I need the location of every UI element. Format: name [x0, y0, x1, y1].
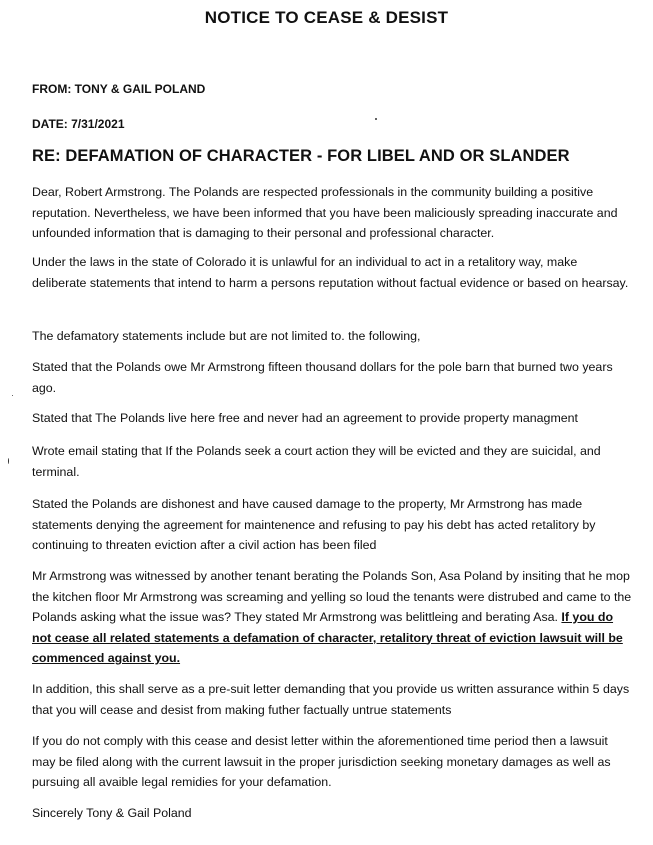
paragraph-email-eviction: Wrote email stating that If the Polands seek a court action they will be evicted and they are suicidal, and terminal.	[32, 444, 601, 479]
document-title: NOTICE TO CEASE & DESIST	[204, 8, 449, 27]
date-line: DATE: 7/31/2021	[32, 117, 125, 131]
scan-speck	[375, 118, 377, 120]
paragraph-pre-suit-letter: In addition, this shall serve as a pre-suit letter demanding that you provide us written assurance within 5 days that you will cease and desist from making futher factually untrue statements	[32, 682, 630, 717]
paragraph-statements-intro: The defamatory statements include but are not limited to. the following,	[32, 329, 421, 343]
scan-speck	[8, 458, 9, 464]
paragraph-property-management: Stated that The Polands live here free and never had an agreement to provide property managment	[32, 411, 578, 425]
closing-signature: Sincerely Tony & Gail Poland	[32, 806, 192, 820]
paragraph-dishonest-claim: Stated the Polands are dishonest and have caused damage to the property, Mr Armstrong has made statements denying the agreement for maintenence and refusing to pay his debt has acted retalitory by continuing to threaten eviction after a civil action has been filed	[32, 497, 596, 552]
paragraph-witness-account	[32, 566, 632, 669]
from-line: FROM: TONY & GAIL POLAND	[32, 82, 206, 96]
paragraph-colorado-law: Under the laws in the state of Colorado it is unlawful for an individual to act in a retalitory way, make deliberate statements that intend to harm a persons reputation without factual evidence or based on hearsay.	[32, 255, 629, 290]
paragraph-pole-barn: Stated that the Polands owe Mr Armstrong fifteen thousand dollars for the pole barn that burned two years ago.	[32, 360, 613, 395]
paragraph-noncompliance: If you do not comply with this cease and desist letter within the aforementioned time period then a lawsuit may be filed along with the current lawsuit in the proper jurisdiction seeking monetary damages as well as pursuing all avaible legal remidies for your defamation.	[32, 734, 611, 789]
scan-speck	[12, 395, 13, 396]
lawsuit-warning: If you do not cease all related statements a defamation of character, retalitory threat of eviction lawsuit will be commenced against you.	[32, 610, 623, 665]
paragraph-greeting: Dear, Robert Armstrong. The Polands are respected professionals in the community building a positive reputation. Nevertheless, we have been informed that you have been maliciously spreading inaccurate and unfounded information that is damaging to their personal and professional character.	[32, 185, 618, 240]
subject-line: RE: DEFAMATION OF CHARACTER - FOR LIBEL AND OR SLANDER	[32, 147, 570, 165]
witness-account-text: Mr Armstrong was witnessed by another tenant berating the Polands Son, Asa Poland by insiting that he mop the kitchen floor Mr Armstrong was screaming and yelling so loud the tenants were distrubed and came to the Polands asking what the issue was? They stated Mr Armstrong was belittleing and berating Asa.	[32, 569, 632, 624]
